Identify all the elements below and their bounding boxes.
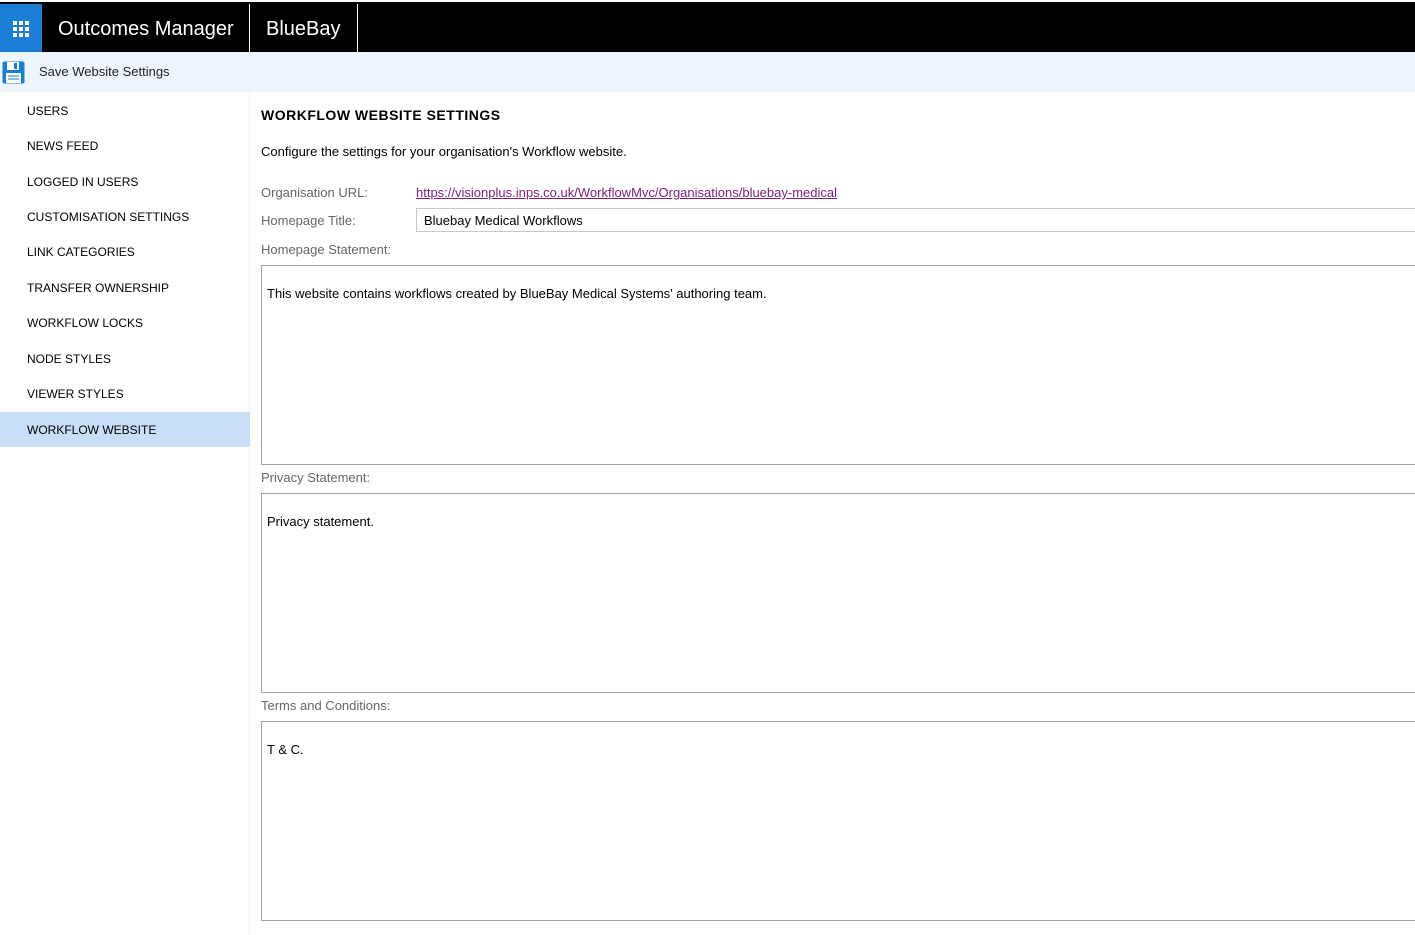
toolbar <box>0 52 1415 92</box>
org-url-link[interactable]: https://visionplus.inps.co.uk/WorkflowMvc/Organisations/bluebay-medical <box>416 185 837 200</box>
sidebar-item-logged-in-users[interactable]: LOGGED IN USERS <box>27 174 139 189</box>
sidebar-item-users[interactable]: USERS <box>27 103 69 118</box>
floppy-disk-icon[interactable] <box>2 61 25 84</box>
terms-textarea[interactable] <box>261 721 1415 921</box>
sidebar-item-link-categories[interactable]: LINK CATEGORIES <box>27 244 135 259</box>
sidebar-item-workflow-website[interactable]: WORKFLOW WEBSITE <box>0 412 250 447</box>
page-description: Configure the settings for your organisation's Workflow website. <box>261 144 627 159</box>
homepage-title-label: Homepage Title: <box>261 213 356 228</box>
save-website-settings-button[interactable]: Save Website Settings <box>39 64 170 79</box>
privacy-statement-label: Privacy Statement: <box>261 470 371 485</box>
sidebar-item-news-feed[interactable]: NEWS FEED <box>27 138 99 153</box>
top-bar <box>0 0 1415 52</box>
terms-label: Terms and Conditions: <box>261 698 391 713</box>
sidebar-item-viewer-styles[interactable]: VIEWER STYLES <box>27 386 124 401</box>
app-launcher-button[interactable] <box>0 4 42 54</box>
privacy-statement-textarea[interactable] <box>261 493 1415 693</box>
homepage-statement-textarea[interactable] <box>261 265 1415 465</box>
sidebar-item-transfer-ownership[interactable]: TRANSFER OWNERSHIP <box>27 280 170 295</box>
waffle-icon <box>13 21 29 37</box>
org-title[interactable]: BlueBay <box>251 4 358 54</box>
sidebar <box>0 92 250 935</box>
page-title: WORKFLOW WEBSITE SETTINGS <box>261 107 501 123</box>
sidebar-item-workflow-locks[interactable]: WORKFLOW LOCKS <box>27 315 144 330</box>
main-content <box>261 92 1415 935</box>
app-title[interactable]: Outcomes Manager <box>42 4 250 54</box>
sidebar-item-customisation-settings[interactable]: CUSTOMISATION SETTINGS <box>27 209 190 224</box>
org-url-label: Organisation URL: <box>261 185 368 200</box>
homepage-statement-label: Homepage Statement: <box>261 242 392 257</box>
sidebar-item-node-styles[interactable]: NODE STYLES <box>27 351 112 366</box>
homepage-title-input[interactable] <box>416 208 1415 232</box>
